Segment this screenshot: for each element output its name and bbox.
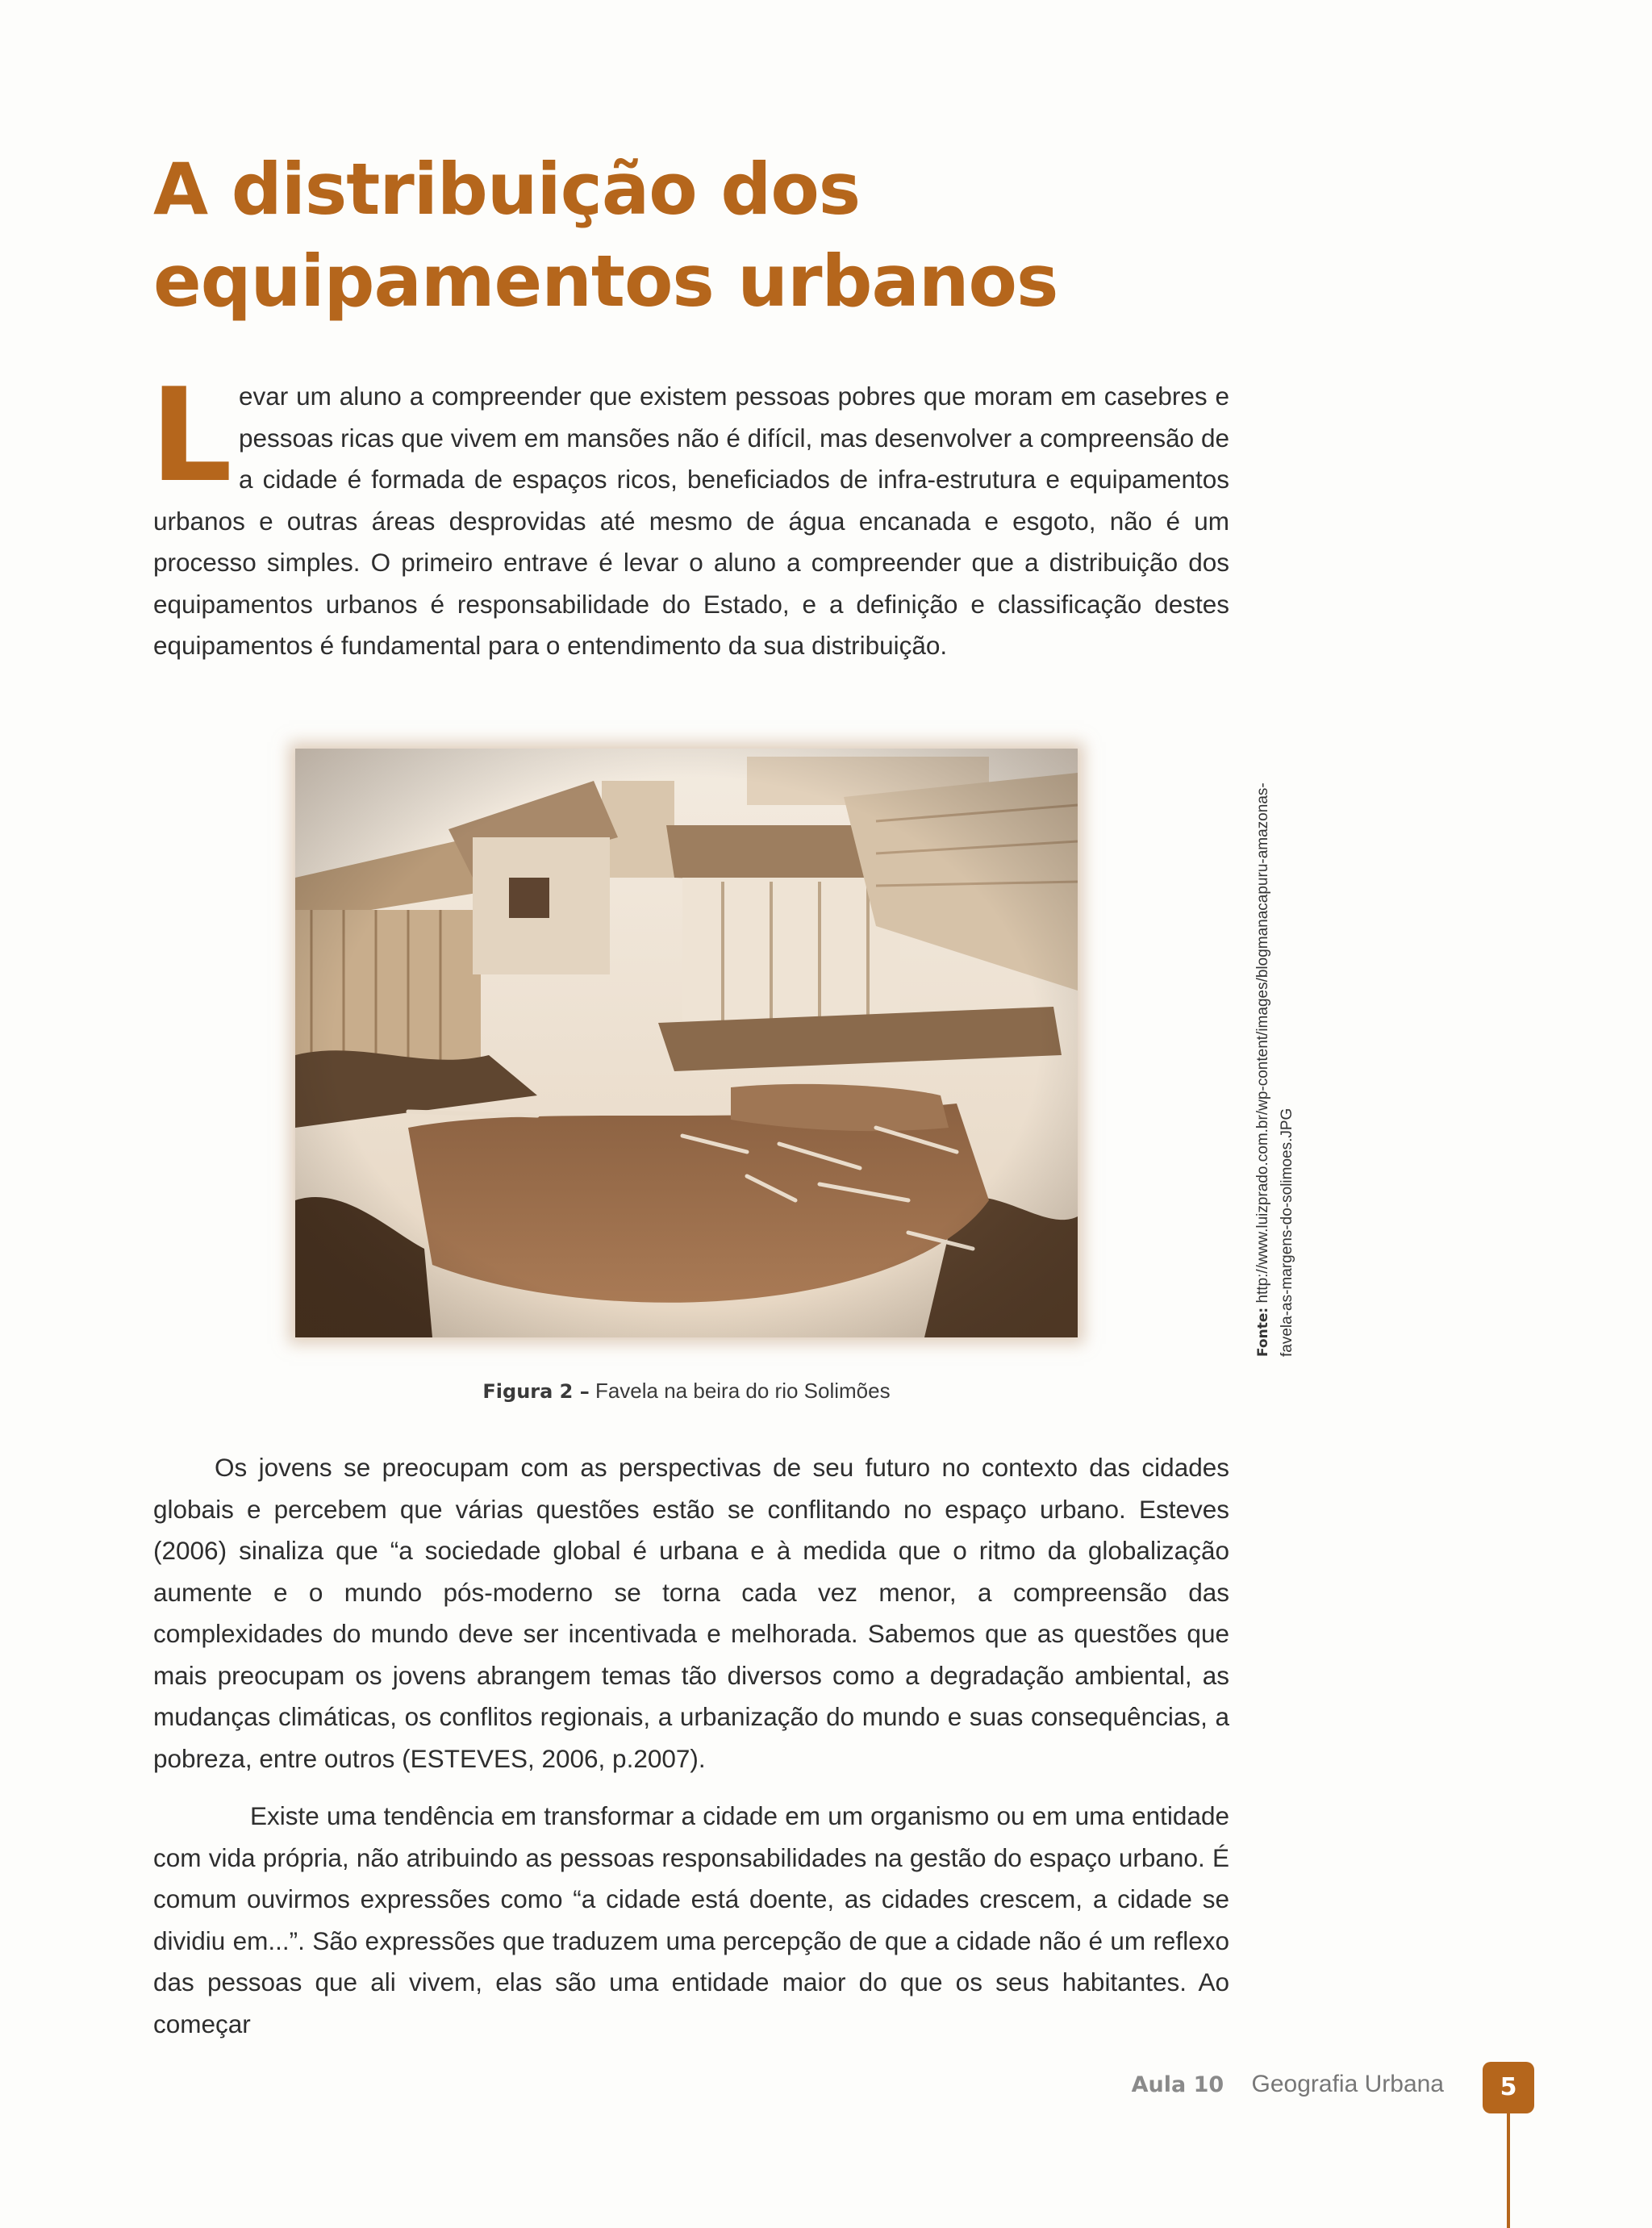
body-paragraph-2: Os jovens se preocupam com as perspectivas de seu futuro no contexto das cidades globais e percebem que várias questões estão se conflitando no espaço urbano. Esteves (2006) sinaliza que “a sociedade global é urbana e à medida que o ritmo da globalização aumente e o mundo pós-moderno se torna cada vez menor, a compreensão das complexidades do mundo deve ser incentivada e melhorada. Sabemos que as questões que mais preocupam os jovens abrangem temas tão diversos como a degradação ambiental, as mudanças climáticas, os conflitos regionais, a urbanização do mundo e suas consequências, a pobreza, entre outros (ESTEVES, 2006, p.2007). xyxy=(153,1453,1229,1773)
figure-source xyxy=(1251,744,1299,1357)
body-paragraph-3: Existe uma tendência em transformar a cidade em um organismo ou em uma entidade com vida própria, não atribuindo as pessoas responsabilidades na gestão do espaço urbano. É comum ouvirmos expressões como “a cidade está doente, as cidades crescem, a cidade se dividiu em...”. São expressões que traduzem uma percepção de que a cidade não é um reflexo das pessoas que ali vivem, elas são uma entidade maior do que os seus habitantes. Ao começar xyxy=(153,1801,1229,2038)
figure-caption xyxy=(295,1376,1078,1406)
figure-source-label: Fonte: xyxy=(1255,1307,1271,1357)
figure-label: Figura 2 – xyxy=(482,1380,590,1403)
title-line-1: A distribuição dos xyxy=(153,148,861,231)
intro-text: evar um aluno a compreender que existem pessoas pobres que moram em casebres e pessoas ricas que vivem em mansões não é difícil, mas desenvolver a compreensão de a cidade é formada de espaços ricos, beneficiados de infra-estrutura e equipamentos urbanos e outras áreas desprovidas até mesmo de água encanada e esgoto, não é um processo simples. O primeiro entrave é levar o aluno a compreender que a distribuição dos equipamentos urbanos é responsabilidade do Estado, e a definição e classificação destes equipamentos é fundamental para o entendimento da sua distribuição. xyxy=(153,382,1229,660)
page-title xyxy=(153,144,1283,328)
drop-cap: L xyxy=(150,360,232,511)
footer-lesson: Aula 10 xyxy=(1131,2072,1224,2097)
page-marker-line xyxy=(1507,2113,1510,2228)
page-footer xyxy=(1132,2068,1444,2101)
intro-paragraph xyxy=(150,360,1229,667)
favela-photo xyxy=(295,749,1078,1337)
title-line-2: equipamentos urbanos xyxy=(153,240,1058,323)
figure-caption-text: Favela na beira do rio Solimões xyxy=(594,1379,891,1403)
page-number: 5 xyxy=(1483,2062,1534,2113)
figure-source-url: http://www.luizprado.com.br/wp-content/images/blogmanacapuru-amazonas-favela-as-margens-do-solimoes.JPG xyxy=(1254,782,1295,1357)
favela-photo-illustration xyxy=(295,749,1078,1337)
footer-subject: Geografia Urbana xyxy=(1251,2071,1444,2097)
